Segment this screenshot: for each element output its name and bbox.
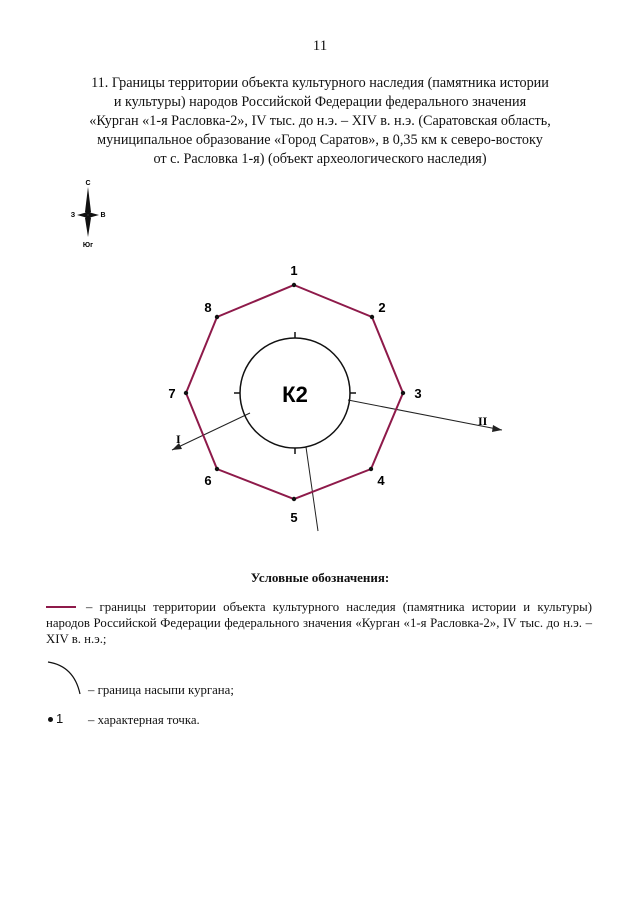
compass-needle-east	[88, 213, 99, 218]
point-marker	[370, 315, 374, 319]
legend-boundary-item	[46, 599, 592, 647]
point-label: 7	[168, 386, 176, 401]
point-label: 8	[204, 300, 212, 315]
title-line: и культуры) народов Российской Федерации федерального значения	[113, 94, 527, 110]
section-label-i: I	[176, 432, 181, 446]
page-title	[60, 74, 580, 169]
legend-mound-item	[46, 660, 592, 700]
section-label-ii: II	[478, 414, 488, 428]
compass-needle-north	[85, 187, 91, 215]
compass-west-label: З	[70, 212, 76, 219]
point-label: 2	[378, 300, 386, 315]
compass-north-label: С	[85, 180, 91, 187]
mound-label: К2	[282, 382, 308, 407]
page-number: 11	[312, 38, 328, 54]
compass-needle-west	[77, 213, 88, 218]
point-dot-swatch	[48, 717, 53, 722]
compass-east-label: В	[100, 212, 106, 219]
section-line-vertical	[306, 447, 318, 531]
point-marker	[184, 391, 188, 395]
point-marker	[292, 283, 296, 287]
point-label: 6	[204, 473, 212, 488]
mound-arc-swatch	[46, 660, 86, 696]
compass-needle-south	[85, 215, 91, 237]
legend-point-number: 1	[56, 711, 64, 726]
point-marker	[369, 467, 373, 471]
title-line: муниципальное образование «Город Саратов», в 0,35 км к северо-востоку	[97, 132, 543, 148]
point-marker	[215, 315, 219, 319]
point-label: 1	[290, 263, 298, 278]
compass-south-label: Юг	[82, 242, 94, 249]
point-label: 4	[377, 473, 385, 488]
boundary-line-swatch	[46, 606, 76, 608]
section-line-i	[172, 413, 250, 450]
point-label: 3	[414, 386, 422, 401]
legend-point-item	[46, 712, 592, 732]
legend-mound-text: – граница насыпи кургана;	[88, 683, 234, 697]
compass-rose-icon	[64, 174, 114, 254]
arrow-head-ii	[492, 425, 502, 432]
point-marker	[401, 391, 405, 395]
title-line: от с. Расловка 1-я) (объект археологического наследия)	[153, 151, 487, 167]
site-plan	[160, 255, 520, 545]
title-line: «Курган «1-я Расловка-2», IV тыс. до н.э. – XIV в. н.э. (Саратовская область,	[89, 113, 551, 129]
point-marker	[292, 497, 296, 501]
legend-boundary-text: – границы территории объекта культурного наследия (памятника истории и культуры) народов Российской Федерации федерального значения «Курган «1-я Расловка-2», IV тыс. до н.э. – XIV в. н.э.;	[46, 600, 592, 646]
title-line: 11. Границы территории объекта культурного наследия (памятника истории	[91, 75, 549, 91]
legend-heading: Условные обозначения:	[250, 570, 390, 585]
point-label: 5	[290, 510, 298, 525]
legend-point-text: – характерная точка.	[88, 713, 200, 727]
point-marker	[215, 467, 219, 471]
